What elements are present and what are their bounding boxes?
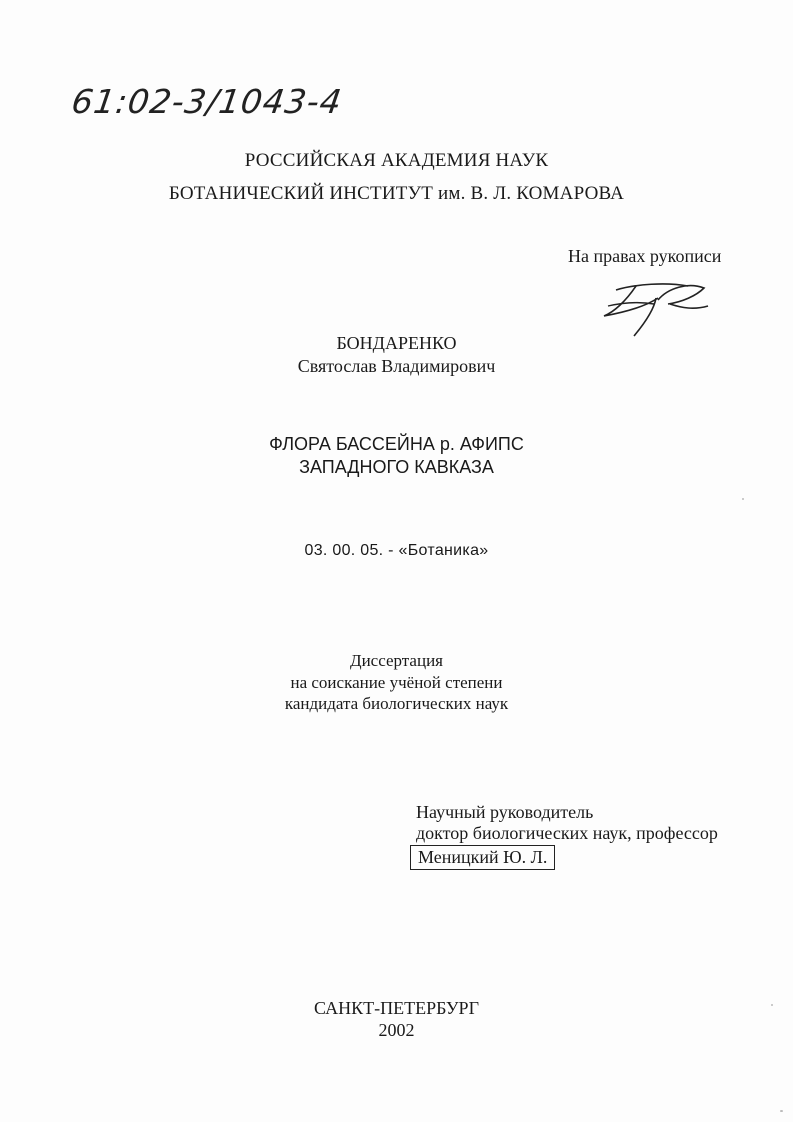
- scan-speck: [780, 1110, 783, 1112]
- institution-academy: РОССИЙСКАЯ АКАДЕМИЯ НАУК: [244, 150, 549, 171]
- dissertation-type: Диссертация: [349, 651, 443, 670]
- supervisor-degree: доктор биологических наук, профессор: [416, 823, 718, 843]
- supervisor-label: Научный руководитель: [416, 802, 594, 822]
- thesis-title-line1: ФЛОРА БАССЕЙНА р. АФИПС: [269, 434, 524, 454]
- scan-speck: [771, 1004, 773, 1006]
- dissertation-purpose: на соискание учёной степени: [290, 673, 503, 692]
- scan-speck: [742, 498, 744, 500]
- thesis-title-line2: ЗАПАДНОГО КАВКАЗА: [299, 457, 494, 477]
- institution-botanical-institute: БОТАНИЧЕСКИЙ ИНСТИТУТ им. В. Л. КОМАРОВА: [168, 183, 625, 204]
- rights-note: На правах рукописи: [568, 246, 722, 266]
- supervisor-name: Меницкий Ю. Л.: [410, 845, 555, 870]
- specialty-code: 03. 00. 05. - «Ботаника»: [304, 542, 489, 559]
- handwritten-catalog-code: 61:02-3/1043-4: [69, 82, 345, 121]
- author-surname: БОНДАРЕНКО: [336, 333, 457, 353]
- signature-image: [596, 276, 716, 340]
- dissertation-degree: кандидата биологических наук: [284, 694, 509, 713]
- year: 2002: [378, 1020, 415, 1040]
- city: САНКТ-ПЕТЕРБУРГ: [314, 998, 479, 1018]
- author-given-names: Святослав Владимирович: [297, 356, 496, 376]
